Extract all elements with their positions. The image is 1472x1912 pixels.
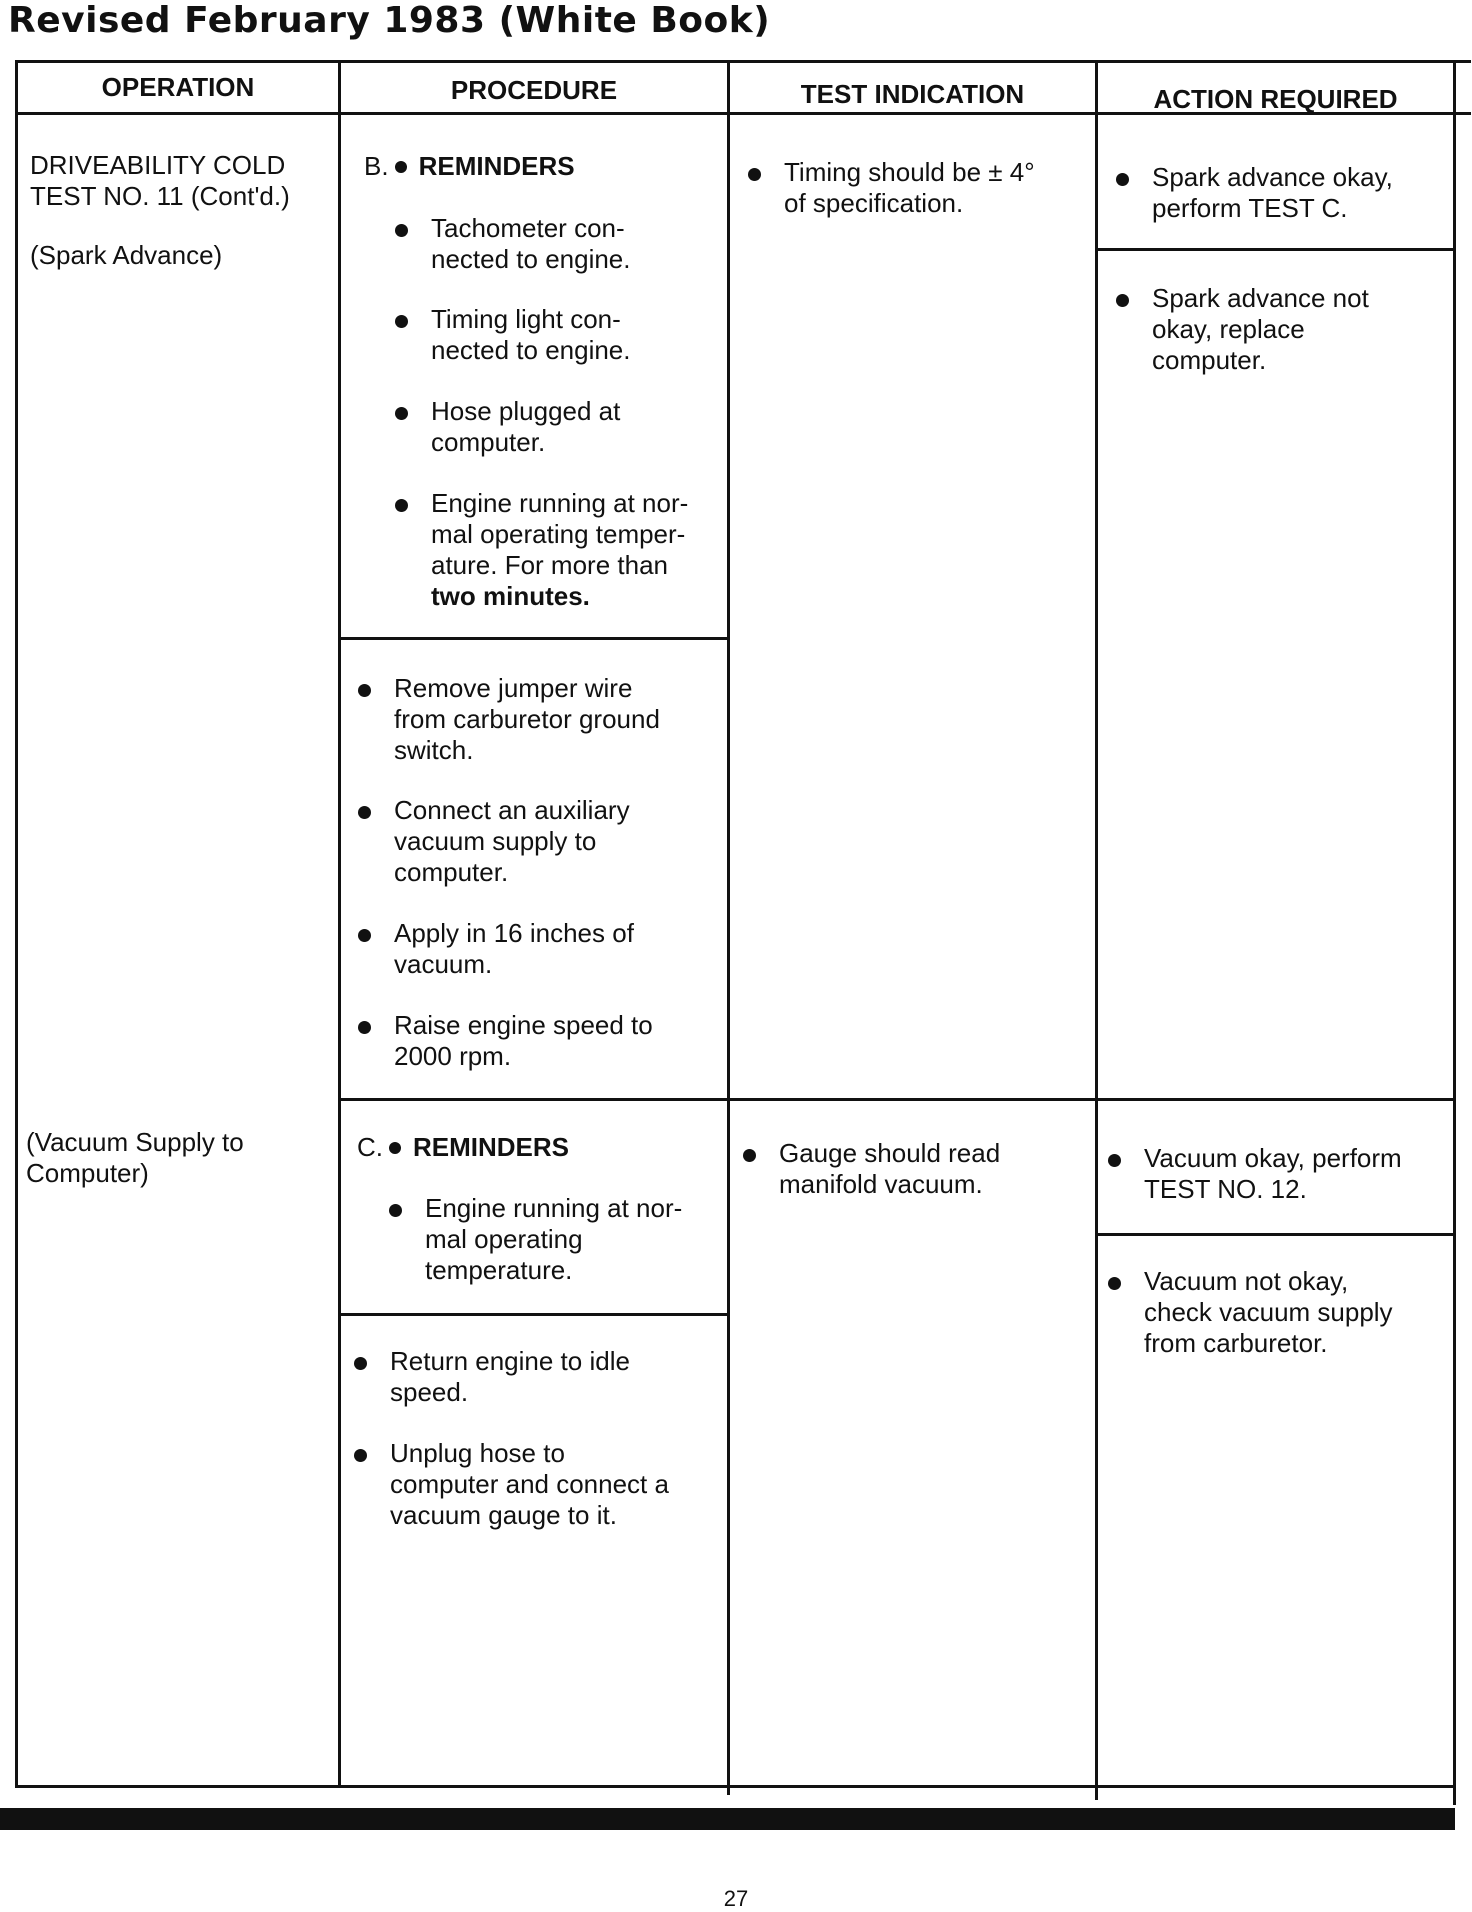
action-b-not-ok: Spark advance not okay, replace computer. [1116, 283, 1369, 376]
list-item: Timing light con- nected to engine. [395, 304, 631, 366]
bullet-icon [354, 1449, 367, 1462]
header-action-required: ACTION REQUIRED [1153, 84, 1398, 114]
bullet-icon [389, 1142, 401, 1154]
test-indication-c: Gauge should read manifold vacuum. [743, 1138, 1000, 1200]
bullet-icon [395, 161, 407, 173]
page-number: 27 [723, 1886, 749, 1911]
list-item: Connect an auxiliary vacuum supply to computer. [358, 795, 630, 888]
list-item: Apply in 16 inches of vacuum. [358, 918, 634, 980]
bullet-icon [1116, 173, 1129, 186]
bullet-icon [395, 499, 408, 512]
operation-vacuum-supply: (Vacuum Supply to Computer) [26, 1127, 244, 1188]
list-item: Unplug hose to computer and connect a vacuum gauge to it. [354, 1438, 669, 1531]
list-item: Engine running at nor- mal operating temperature. [389, 1193, 682, 1286]
procedure-c-reminders: C. REMINDERS [357, 1132, 570, 1162]
list-item: Tachometer con- nected to engine. [395, 213, 631, 275]
header-procedure: PROCEDURE [450, 75, 618, 105]
bullet-icon [395, 224, 408, 237]
list-item: Engine running at nor- mal operating temper- ature. For more than two minutes. [395, 488, 688, 612]
bullet-icon [1108, 1277, 1121, 1290]
bullet-icon [1108, 1154, 1121, 1167]
bullet-icon [358, 1021, 371, 1034]
list-item: Return engine to idle speed. [354, 1346, 630, 1408]
action-c-not-ok: Vacuum not okay, check vacuum supply from carburetor. [1108, 1266, 1393, 1359]
list-item: Remove jumper wire from carburetor ground switch. [358, 673, 660, 766]
bullet-icon [358, 684, 371, 697]
bullet-icon [743, 1149, 756, 1162]
bullet-icon [358, 929, 371, 942]
action-c-ok: Vacuum okay, perform TEST NO. 12. [1108, 1143, 1402, 1205]
bullet-icon [1116, 294, 1129, 307]
test-indication-b: Timing should be ± 4° of specification. [748, 157, 1035, 219]
operation-spark-advance: (Spark Advance) [30, 240, 223, 270]
bullet-icon [395, 407, 408, 420]
bullet-icon [354, 1357, 367, 1370]
list-item: Raise engine speed to 2000 rpm. [358, 1010, 653, 1072]
operation-title: DRIVEABILITY COLD TEST NO. 11 (Cont'd.) [30, 150, 290, 211]
action-b-ok: Spark advance okay, perform TEST C. [1116, 162, 1393, 224]
page-title: Revised February 1983 (White Book) [8, 0, 771, 41]
procedure-b-reminders: B. REMINDERS [364, 151, 575, 181]
bullet-icon [389, 1204, 402, 1217]
bullet-icon [748, 168, 761, 181]
bullet-icon [358, 806, 371, 819]
header-operation: OPERATION [101, 72, 255, 102]
bullet-icon [395, 315, 408, 328]
header-test-indication: TEST INDICATION [800, 79, 1025, 109]
footer-rule [0, 1808, 1455, 1830]
list-item: Hose plugged at computer. [395, 396, 620, 458]
